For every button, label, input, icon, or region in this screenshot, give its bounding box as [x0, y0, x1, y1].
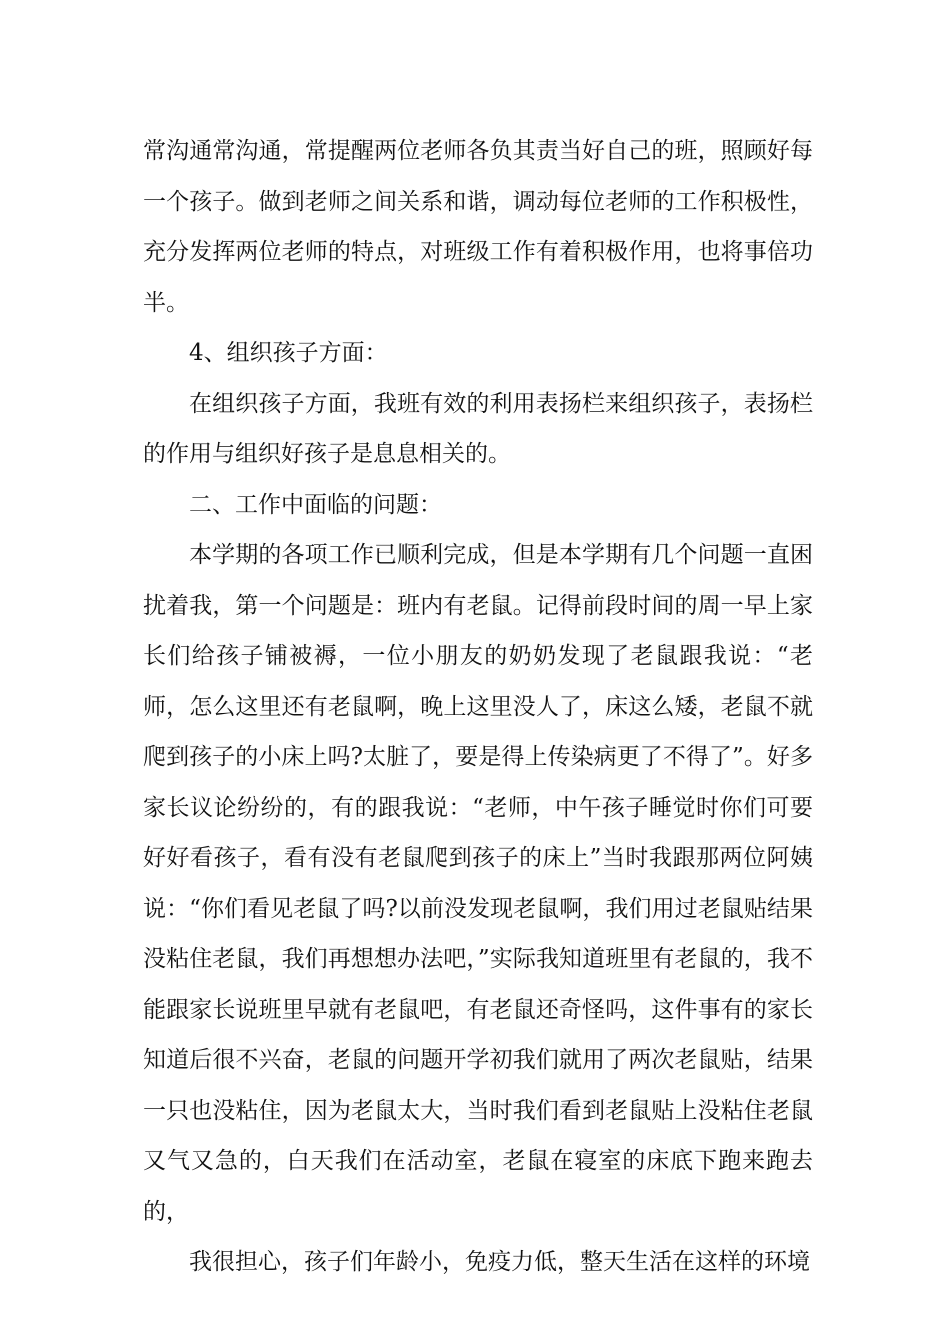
- paragraph-worry: 我很担心，孩子们年龄小，免疫力低，整天生活在这样的环境: [189, 1249, 810, 1275]
- heading-problems: 二、工作中面临的问题：: [189, 491, 442, 518]
- heading-organize-children: 4、组织孩子方面：: [189, 340, 388, 366]
- body-text: [143, 126, 813, 1288]
- paragraph-praise-board: 在组织孩子方面，我班有效的利用表扬栏来组织孩子，表扬栏的作用与组织好孩子是息息相关的。: [143, 390, 813, 467]
- paragraph-mouse-problem: 本学期的各项工作已顺利完成，但是本学期有几个问题一直困扰着我，第一个问题是：班内有老鼠。记得前段时间的周一早上家长们给孩子铺被褥，一位小朋友的奶奶发现了老鼠跟我说：“老师，怎么这里还有老鼠啊，晚上这里没人了，床这么矮，老鼠不就爬到孩子的小床上吗?太脏了，要是得上传染病更了不得了”。好多家长议论纷纷的，有的跟我说：“老师，中午孩子睡觉时你们可要好好看孩子，看有没有老鼠爬到孩子的床上”当时我跟那两位阿姨说：“你们看见老鼠了吗?以前没发现老鼠啊，我们用过老鼠贴结果没粘住老鼠，我们再想想办法吧，”实际我知道班里有老鼠的，我不能跟家长说班里早就有老鼠吧，有老鼠还奇怪吗，这件事有的家长知道后很不兴奋，老鼠的问题开学初我们就用了两次老鼠贴，结果一只也没粘住，因为老鼠太大，当时我们看到老鼠贴上没粘住老鼠又气又急的，白天我们在活动室，老鼠在寝室的床底下跑来跑去的，: [143, 542, 813, 1225]
- paragraph-teacher-communication: 常沟通常沟通，常提醒两位老师各负其责当好自己的班，照顾好每一个孩子。做到老师之间关系和谐，调动每位老师的工作积极性，充分发挥两位老师的特点，对班级工作有着积极作用，也将事倍功半。: [143, 138, 813, 316]
